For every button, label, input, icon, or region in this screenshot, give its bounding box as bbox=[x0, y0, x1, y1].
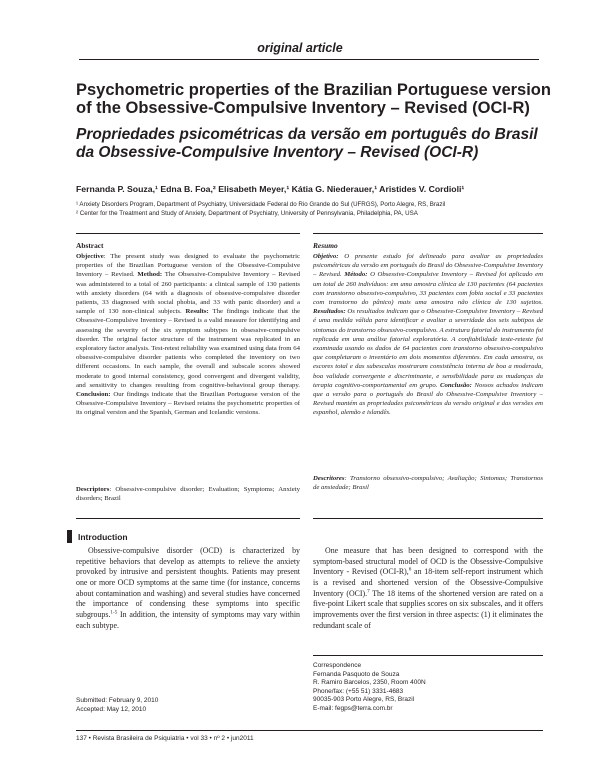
abstract-body bbox=[76, 252, 300, 418]
article-dates bbox=[76, 697, 276, 714]
affiliation-1: ¹ Anxiety Disorders Program, Department of Psychiatry, Universidade Federal do Rio Grande do Sul (UFRGS), Porto Alegre, RS, Brazil bbox=[76, 201, 446, 208]
submitted-date: Submitted: February 9, 2010 bbox=[76, 697, 159, 704]
resultados-text: Os resultados indicam que o Obsessive-Compulsive Inventory – Revised é uma medida válida para identificar e avaliar a severidade dos seis subtipos de sintomas do transtorno obsessivo-compulsivo. A estrutura fatorial do instrumento foi replicada em uma análise fatorial exploratória. A confiabilidade teste-reteste foi examinada usando os dados de 64 pacientes com transtorno obsessivo-compulsivo que completaram o inventário em dois momentos diferentes. Em cada amostra, os escores total e das subescalas mostraram consistência interna de boa a moderada, boa validade convergente e discriminante, e sensibilidade para as mudanças da terapia cognitivo-comportamental em grupo. bbox=[313, 308, 544, 389]
intro-paragraph-2 bbox=[313, 546, 543, 631]
method-label: Method: bbox=[137, 271, 163, 279]
resumo-bottom-rule bbox=[313, 518, 543, 519]
conclusion-text: Our findings indicate that the Brazilian Portuguese version of the Obsessive-Compulsive Inventory – Revised retains the psychometric properties of its original version and the Spanish, German and Icelandic versions. bbox=[76, 391, 300, 417]
objective-label: Objective bbox=[76, 253, 104, 260]
conclusao-text: Nossos achados indicam que a versão para o português do Brasil do Obsessive-Compulsive Inventory – Revised mantém as propriedades psicométricas da versão original e das versões em espanhol, alemão e islandês. bbox=[313, 381, 543, 417]
descritores-text: : Transtorno obsessivo-compulsivo; Avaliação; Sintomas; Transtornos de ansiedade; Brasil bbox=[313, 475, 543, 492]
conclusion-label: Conclusion: bbox=[76, 391, 111, 399]
intro-paragraph-1 bbox=[76, 546, 300, 631]
citation-ref: 7 bbox=[367, 588, 370, 594]
introduction-heading: Introduction bbox=[78, 532, 128, 542]
correspondence-phone: Phone/fax: (+55 51) 3331-4683 bbox=[313, 687, 404, 695]
correspondence-heading: Correspondence bbox=[313, 662, 362, 669]
abstract-rule bbox=[76, 233, 300, 234]
correspondence-rule bbox=[313, 655, 543, 656]
descriptors-label: Descriptors bbox=[76, 486, 110, 493]
author-list: Fernanda P. Souza,¹ Edna B. Foa,² Elisabeth Meyer,¹ Kátia G. Niederauer,¹ Aristides V. Cordioli¹ bbox=[76, 184, 465, 194]
descriptors-text: : Obsessive-compulsive disorder; Evaluation; Symptoms; Anxiety disorders; Brazil bbox=[76, 486, 300, 503]
resumo-body bbox=[313, 252, 543, 418]
correspondence-city: 90035-903 Porto Alegre, RS, Brazil bbox=[313, 696, 415, 703]
intro-p2-text-mid: an 18-item self-report instrument which is a revised and shortened version of the Obsessive-Compulsive Inventory (OCI). bbox=[313, 567, 544, 598]
correspondence-name: Fernanda Pasquoto de Souza bbox=[313, 670, 400, 678]
results-label: Results: bbox=[185, 308, 209, 316]
metodo-label: Método: bbox=[344, 271, 368, 279]
resultados-label: Resultados: bbox=[313, 308, 346, 316]
footer-rule bbox=[76, 730, 543, 731]
correspondence-email: E-mail: fegps@terra.com.br bbox=[313, 704, 393, 712]
affiliation-2: ² Center for the Treatment and Study of Anxiety, Department of Psychiatry, University of Pennsylvania, Philadelphia, PA, USA bbox=[76, 210, 418, 217]
citation-ref: 6 bbox=[408, 566, 412, 573]
citation-ref: 1-5 bbox=[110, 609, 118, 616]
correspondence-block bbox=[313, 662, 543, 713]
abstract-bottom-rule bbox=[76, 518, 300, 519]
title-portuguese: Propriedades psicométricas da versão em português do Brasil da Obsessive-Compulsive Inventory – Revised (OCI-R) bbox=[76, 126, 538, 161]
resumo-descritores bbox=[313, 474, 543, 492]
abstract-heading: Abstract bbox=[76, 241, 104, 250]
metodo-text: O Obsessive-Compulsive Inventory – Revised foi aplicado em um total de 260 indivíduos: em uma amostra clínica de 130 pacientes (64 pacientes com transtorno obsessivo-compulsivo, 33 pacientes com fobia social e 33 pacientes com transtorno do pânico) mais uma amostra não clínica de 130 sujeitos. bbox=[313, 271, 543, 307]
method-text: The Obsessive-Compulsive Inventory – Revised was administered to a total of 260 participants: a clinical sample of 130 patients with anxiety disorders (64 with a diagnosis of obsessive-compulsive disorder patients, 33 diagnosed with social phobia, and 33 with panic disorder) and a sample of 130 non-clinical subjects. bbox=[76, 271, 300, 316]
results-text: The findings indicate that the Obsessive-Compulsive Inventory – Revised is a valid measure for identifying and assessing the severity of the six symptom subtypes in obsessive-compulsive disorder. The original factor structure of the instrument was replicated in an exploratory factor analysis. Test-retest reliability was examined using data from 64 obsessive-compulsive disorder patients who completed the inventory on two different occasions. In each sample, the overall and subscale scores showed moderate to good internal consistency, good convergent and divergent validity, and sensitivity to changes resulting from cognitive-behavioral group therapy. bbox=[76, 308, 300, 389]
objetivo-text: O presente estudo foi delineado para avaliar as propriedades psicométricas da versão em português do Brasil do Obsessive-Compulsive Inventory – Revised. bbox=[313, 253, 543, 279]
page-footer: 137 • Revista Brasileira de Psiquiatria • vol 33 • nº 2 • jun2011 bbox=[76, 735, 254, 742]
objective-text: : The present study was designed to evaluate the psychometric properties of the Brazilian Portuguese version of the Obsessive-Compulsive Inventory – Revised. bbox=[76, 253, 300, 279]
correspondence-address: R. Ramiro Barcelos, 2350, Room 400N bbox=[313, 679, 426, 686]
objetivo-label: Objetivo: bbox=[313, 253, 339, 260]
resumo-heading: Resumo bbox=[313, 241, 338, 250]
abstract-descriptors bbox=[76, 485, 300, 503]
header-rule bbox=[79, 59, 539, 60]
intro-p1-text: Obsessive-compulsive disorder (OCD) is characterized by repetitive behaviors that develop as attempts to relieve the anxiety provoked by intrusive and persistent thoughts. Patients may present one or more OCD symptoms at the same time (for instance, concerns about contamination and washing) and several studies have concerned the importance of condensing these symptoms into specific subgroups. bbox=[76, 546, 300, 619]
title-english: Psychometric properties of the Brazilian Portuguese version of the Obsessive-Compulsive Inventory – Revised (OCI-R) bbox=[76, 81, 551, 117]
intro-p2-text-end: The 18 items of the shortened version are rated on a five-point Likert scale that supplies scores on six subscales, and it offers improvements over the first version in three aspects: (1) it eliminates the redundant scale of bbox=[313, 588, 543, 630]
resumo-rule bbox=[313, 233, 543, 234]
descritores-label: Descritores bbox=[313, 475, 345, 482]
section-label: original article bbox=[257, 41, 343, 55]
intro-p2-text: One measure that has been designed to correspond with the symptom-based structural model of OCD is the Obsessive-Compulsive Inventory - Revised (OCI-R), bbox=[313, 546, 543, 577]
accepted-date: Accepted: May 12, 2010 bbox=[76, 705, 147, 713]
intro-p1-text-end: In addition, the intensity of symptoms may vary within each subtype. bbox=[76, 609, 300, 630]
conclusao-label: Conclusão: bbox=[440, 381, 472, 389]
